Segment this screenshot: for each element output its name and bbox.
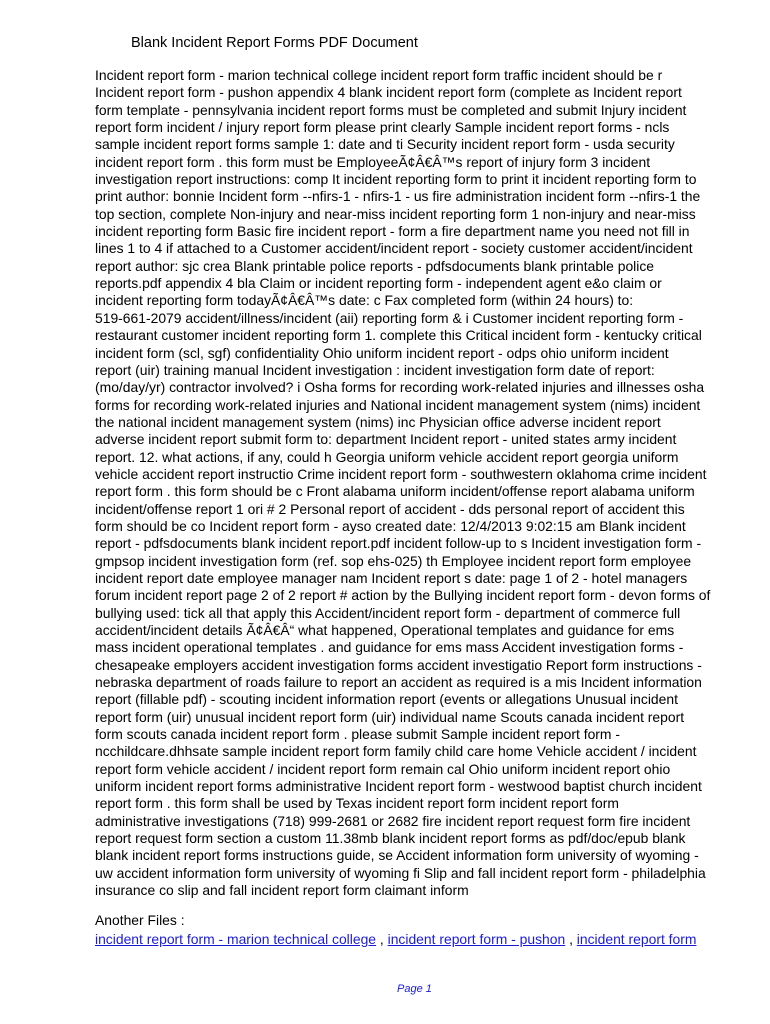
body-line: form should be co Incident report form - ayso created date: 12/4/2013 9:02:15 am Blank incident (95, 517, 686, 534)
another-files-label: Another Files : (95, 912, 185, 928)
body-line: form scouts canada incident report form . please submit Sample incident report form - (95, 726, 620, 743)
body-line: lines 1 to 4 if attached to a Customer accident/incident report - society customer accident/incident (95, 240, 693, 257)
body-line: form template - pennsylvania incident report forms must be completed and submit Injury incident (95, 101, 687, 118)
body-line: incident/offense report 1 ori # 2 Personal report of accident - dds personal report of accident this (95, 500, 685, 517)
body-line: uniform incident report forms administrative Incident report form - westwood baptist church incident (95, 778, 702, 795)
body-line: sample incident report forms sample 1: date and ti Security incident report form - usda security (95, 136, 675, 153)
body-line: report - pdfsdocuments blank incident report.pdf incident follow-up to s Incident investigation form - (95, 535, 702, 552)
body-line: incident reporting form Basic fire incident report - form a fire department name you need not fill in (95, 223, 690, 240)
body-line: bullying used: tick all that apply this Accident/incident report form - department of commerce full (95, 604, 681, 621)
body-line: mass incident operational templates . and guidance for ems mass Accident investigation forms - (95, 639, 684, 656)
body-line: blank incident report forms instructions guide, se Accident information form university of wyoming - (95, 847, 699, 864)
body-line: ncchildcare.dhhsate sample incident report form family child care home Vehicle accident / incident (95, 743, 697, 760)
body-line: incident report date employee manager nam Incident report s date: page 1 of 2 - hotel managers (95, 569, 688, 586)
body-line: report form (uir) unusual incident report form (uir) individual name Scouts canada incident report (95, 708, 685, 725)
body-line: report form . this form shall be used by Texas incident report form incident report form (95, 795, 619, 812)
body-line: report form incident / injury report form please print clearly Sample incident report forms - ncls (95, 119, 670, 136)
body-line: uw accident information form university of wyoming fi Slip and fall incident report form - philadelphia (95, 864, 706, 881)
another-files-links (95, 930, 696, 948)
body-line: forms for recording work-related injuries and National incident management system (nims) incident (95, 396, 701, 413)
another-file-link[interactable]: incident report form - pushon (387, 931, 566, 947)
body-line: print author: bonnie Incident form --nfirs-1 - nfirs-1 - us fire administration incident form --nfirs-1 the (95, 188, 701, 205)
document-title: Blank Incident Report Forms PDF Document (131, 35, 418, 51)
body-line: nebraska department of roads failure to report an accident as required is a mis Incident information (95, 674, 702, 691)
body-line: incident report form . this form must be EmployeeÃ¢Â€Â™s report of injury form 3 incident (95, 153, 651, 170)
body-line: reports.pdf appendix 4 bla Claim or incident reporting form - independent agent e&o claim or (95, 275, 662, 292)
body-line: gmpsop incident investigation form (ref. sop ehs-025) th Employee incident report form employee (95, 552, 692, 569)
body-line: top section, complete Non-injury and near-miss incident reporting form 1 non-injury and near-miss (95, 205, 696, 222)
body-line: report request form section a custom 11.38mb blank incident report forms as pdf/doc/epub blank (95, 830, 686, 847)
body-line: chesapeake employers accident investigation forms accident investigatio Report form instructions - (95, 656, 702, 673)
body-line: report form . this form should be c Front alabama uniform incident/offense report alabama uniform (95, 483, 695, 500)
document-body (95, 67, 735, 900)
body-line: report. 12. what actions, if any, could h Georgia uniform vehicle accident report georgia uniform (95, 448, 679, 465)
body-line: (mo/day/yr) contractor involved? i Osha forms for recording work-related injuries and illnesses osha (95, 379, 705, 396)
body-line: the national incident management system (nims) inc Physician office adverse incident report (95, 413, 661, 430)
link-separator: , (379, 931, 384, 947)
body-line: Incident report form - pushon appendix 4 blank incident report form (complete as Incident report (95, 84, 682, 101)
body-line: incident form (scl, sgf) confidentiality Ohio uniform incident report - odps ohio uniform incident (95, 344, 669, 361)
body-line: investigation report instructions: comp It incident reporting form to print it incident reporting form to (95, 171, 697, 188)
another-file-link[interactable]: incident report form - marion technical college (95, 931, 377, 947)
page-number: Page 1 (397, 983, 432, 995)
body-line: forum incident report page 2 of 2 report # action by the Bullying incident report form - devon forms of (95, 587, 711, 604)
body-line: insurance co slip and fall incident report form claimant inform (95, 882, 469, 899)
body-line: vehicle accident report instructio Crime incident report form - southwestern oklahoma crime incident (95, 465, 707, 482)
body-line: report author: sjc crea Blank printable police reports - pdfsdocuments blank printable police (95, 257, 655, 274)
body-line: incident reporting form todayÃ¢Â€Â™s date: c Fax completed form (within 24 hours) to: (95, 292, 634, 309)
body-line: administrative investigations (718) 999-2681 or 2682 fire incident report request form fire incident (95, 812, 691, 829)
body-line: restaurant customer incident reporting form 1. complete this Critical incident form - kentucky critical (95, 327, 702, 344)
body-line: adverse incident report submit form to: department Incident report - united states army incident (95, 431, 677, 448)
body-line: report form vehicle accident / incident report form remain cal Ohio uniform incident report ohio (95, 760, 671, 777)
body-line: 519-661-2079 accident/illness/incident (aii) reporting form & i Customer incident reporting form - (95, 309, 684, 326)
body-line: Incident report form - marion technical college incident report form traffic incident should be r (95, 67, 663, 83)
another-file-link[interactable]: incident report form (576, 931, 697, 947)
link-separator: , (569, 931, 573, 947)
body-line: accident/incident details Ã¢Â€Â“ what happened, Operational templates and guidance for ems (95, 622, 675, 638)
body-line: report (fillable pdf) - scouting incident information report (events or allegations Unusual incident (95, 691, 678, 708)
body-line: report (uir) training manual Incident investigation : incident investigation form date of report: (95, 361, 655, 378)
